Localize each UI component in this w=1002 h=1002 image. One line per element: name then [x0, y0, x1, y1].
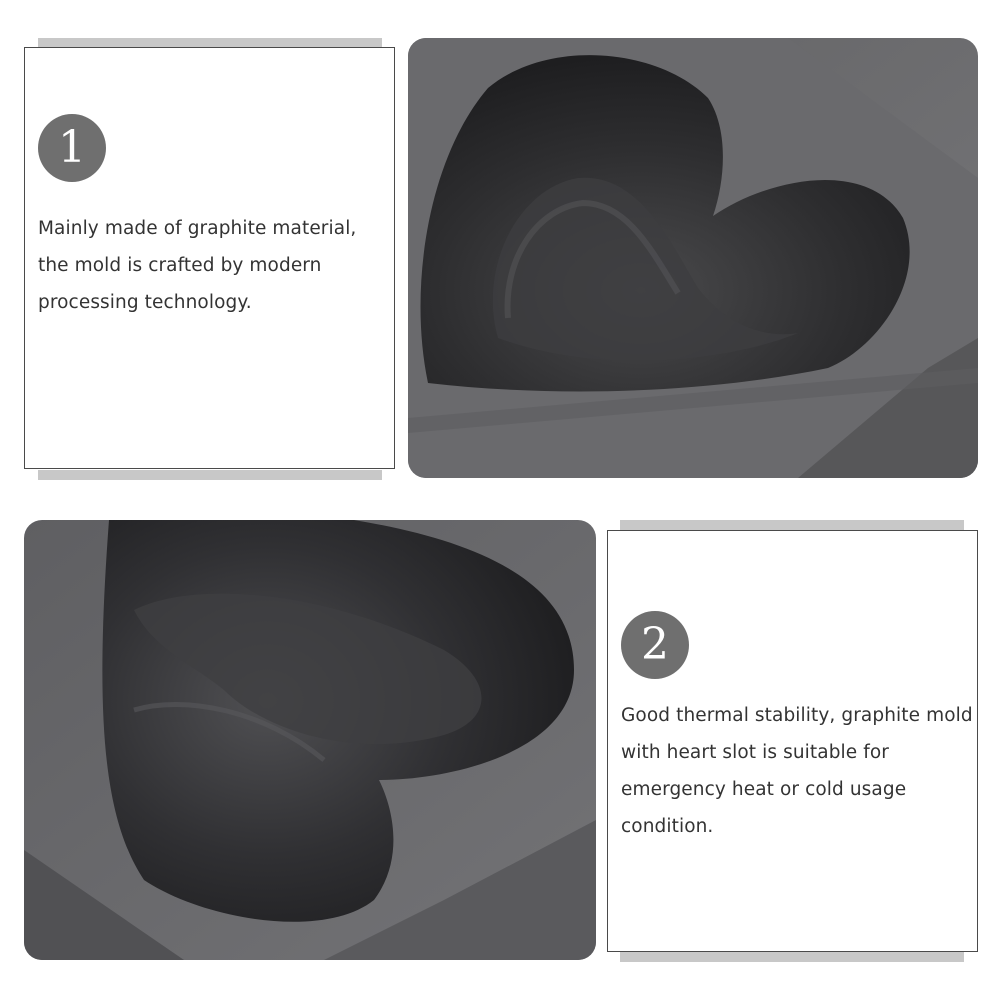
- feature-description-2: Good thermal stability, graphite mold with heart slot is suitable for emergency heat or cold usage condition.: [621, 705, 973, 837]
- feature-card-2: [607, 530, 978, 952]
- mold-photo-1: [408, 38, 978, 478]
- feature-description-1: Mainly made of graphite material, the mold is crafted by modern processing technology.: [38, 218, 357, 313]
- feature-card-1: [24, 47, 395, 469]
- step-badge-1: 1: [38, 114, 106, 182]
- graphite-heart-mold-closeup-photo: [24, 520, 596, 960]
- step-badge-2: 2: [621, 611, 689, 679]
- card-bottom-shadow: [38, 470, 382, 480]
- mold-photo-2: [24, 520, 596, 960]
- graphite-heart-mold-photo: [408, 38, 978, 478]
- card-bottom-shadow: [620, 952, 964, 962]
- card-top-shadow: [620, 520, 964, 530]
